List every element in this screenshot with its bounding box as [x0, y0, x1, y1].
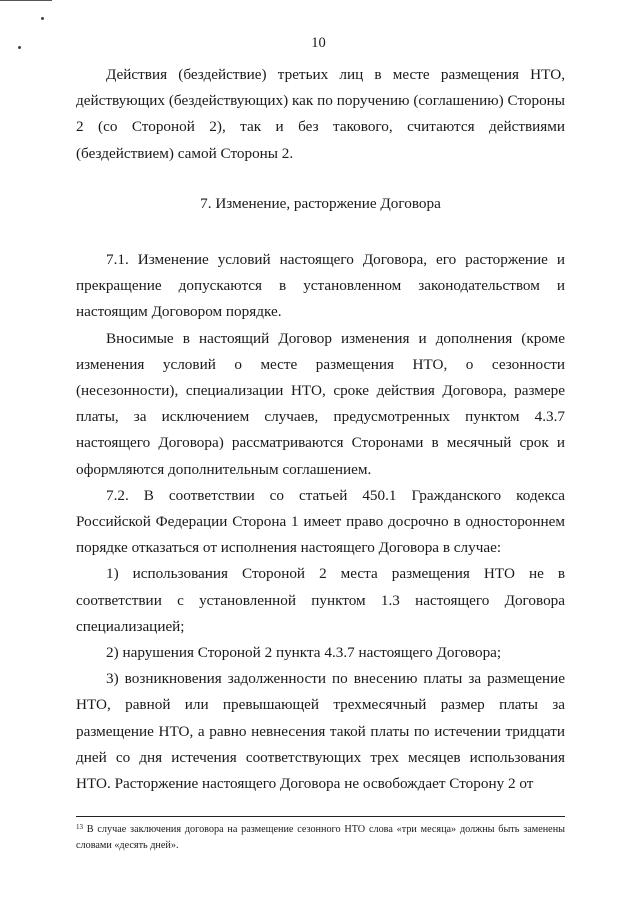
scan-edge-mark	[0, 0, 52, 1]
paragraph-amendments: Вносимые в настоящий Договор изменения и дополнения (кроме изменения условий о месте размещения НТО, о сезонности (несезонности), специализации НТО, сроке действия Договора, размере платы, за исключением случаев, предусмотренных пунктом 4.3.7 настоящего Договора) рассматриваются Сторонами в месячный срок и оформляются дополнительным соглашением.	[76, 329, 565, 478]
list-item-1: 1) использования Стороной 2 места размещения НТО не в соответствии с установленной пунктом 1.3 настоящего Договора специализацией;	[76, 565, 565, 635]
paragraph-third-party-actions: Действия (бездействие) третьих лиц в месте размещения НТО, действующих (бездействующих) как по поручению (соглашению) Стороны 2 (со Стороной 2), так и без такового, считаются действиями (бездействием) самой Стороны 2.	[76, 66, 565, 162]
footnote-separator	[76, 816, 565, 817]
list-item-3: 3) возникновения задолженности по внесению платы за размещение НТО, равной или превышающей трехмесячный размер платы за размещение НТО, а равно невнесения такой платы по истечении тридцати дней со дня истечения соответствующих трех месяцев использования НТО. Расторжение настоящего Договора не освобождает Сторону 2 от	[76, 670, 565, 793]
section-title: 7. Изменение, расторжение Договора	[200, 194, 441, 212]
footnote	[76, 822, 565, 854]
paragraph-7-2: 7.2. В соответствии со статьей 450.1 Гражданского кодекса Российской Федерации Сторона 1 имеет право досрочно в одностороннем порядке отказаться от исполнения настоящего Договора в случае:	[76, 486, 565, 557]
document-body	[76, 62, 565, 797]
footnote-marker: 13	[76, 823, 83, 831]
footnote-text: В случае заключения договора на размещение сезонного НТО слова «три месяца» должны быть заменены словами «десять дней».	[76, 824, 565, 851]
page-number: 10	[311, 35, 326, 51]
scan-dot	[41, 17, 44, 20]
paragraph-7-1: 7.1. Изменение условий настоящего Договора, его расторжение и прекращение допускаются в установленном законодательством и настоящим Договором порядке.	[76, 251, 565, 321]
list-item-2: 2) нарушения Стороной 2 пункта 4.3.7 настоящего Договора;	[106, 644, 502, 662]
